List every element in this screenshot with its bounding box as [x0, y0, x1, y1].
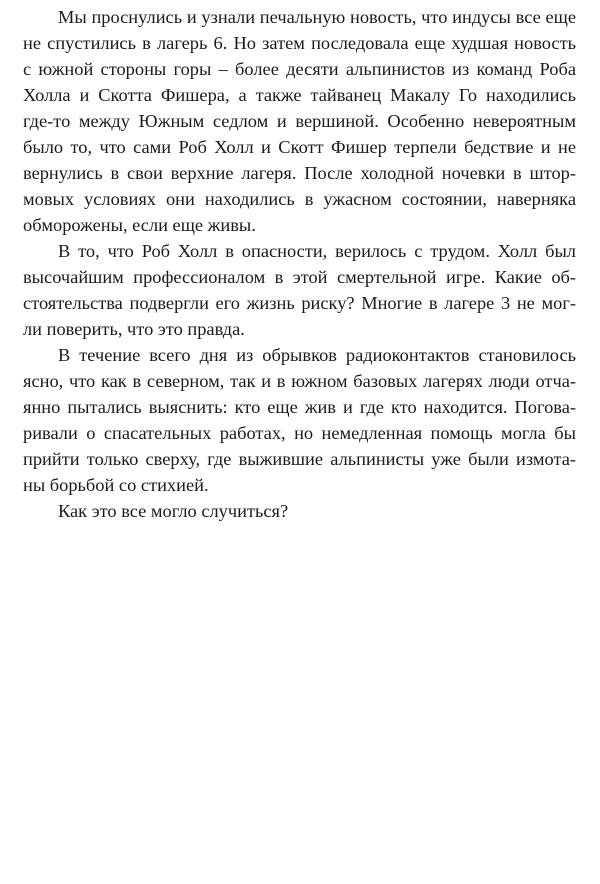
text-line: В течение всего дня из обрывков радиоконтактов становилось	[58, 345, 576, 365]
text-line: было то, что сами Роб Холл и Скотт Фишер терпели бедствие и не	[23, 137, 576, 157]
text-line: где-то между Южным седлом и вершиной. Особенно невероятным	[23, 111, 576, 131]
text-line: В то, что Роб Холл в опасности, верилось с трудом. Холл был	[58, 241, 576, 261]
text-line: ривали о спасательных работах, но немедленная помощь могла бы	[23, 423, 576, 443]
text-line: прийти только сверху, где выжившие альпинисты уже были измота-	[23, 449, 576, 469]
text-line: янно пытались выяснить: кто еще жив и где кто находится. Погова-	[23, 397, 576, 417]
text-line: с южной стороны горы – более десяти альпинистов из команд Роба	[23, 59, 576, 79]
text-line: вернулись в свои верхние лагеря. После холодной ночевки в штор-	[23, 163, 576, 183]
text-line: Мы проснулись и узнали печальную новость, что индусы все еще	[58, 7, 576, 27]
text-line: стоятельства подвергли его жизнь риску? Многие в лагере 3 не мог-	[23, 293, 576, 313]
text-line: высочайшим профессионалом в этой смертельной игре. Какие об-	[23, 267, 576, 287]
text-line: ны борьбой со стихией.	[23, 475, 209, 495]
text-line: Как это все могло случиться?	[58, 501, 289, 521]
text-line: Холла и Скотта Фишера, а также тайванец Макалу Го находились	[23, 85, 576, 105]
text-line: обморожены, если еще живы.	[23, 215, 256, 235]
text-line: не спустились в лагерь 6. Но затем последовала еще худшая новость	[23, 33, 576, 53]
text-line: ясно, что как в северном, так и в южном базовых лагерях люди отча-	[23, 371, 576, 391]
text-line: мовых условиях они находились в ужасном состоянии, наверняка	[23, 189, 576, 209]
text-line: ли поверить, что это правда.	[23, 319, 245, 339]
